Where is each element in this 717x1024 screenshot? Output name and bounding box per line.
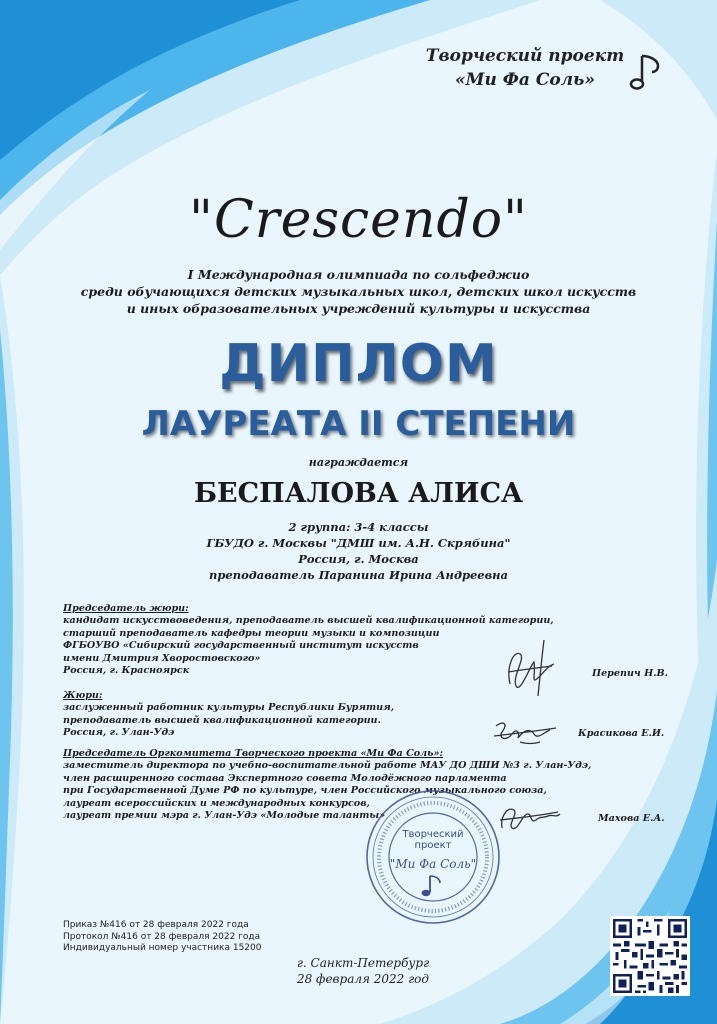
qr-code[interactable] (610, 916, 690, 996)
awarded-label: награждается (308, 456, 409, 469)
chairman-line: кандидат искусствоведения, преподаватель высшей квалификационной категории, (63, 615, 554, 627)
chairman-line: имени Дмитрия Хворостовского» (63, 652, 261, 664)
protocol-line: Протокол №416 от 28 февраля 2022 года (63, 931, 261, 942)
orgcommittee-signature (494, 800, 564, 836)
order-info (63, 920, 261, 955)
date: 28 февраля 2022 год (296, 972, 430, 986)
jury-line: Россия, г. Улан-Удэ (63, 727, 175, 739)
olympiad-subtitle (0, 266, 717, 317)
order-line: Приказ №416 от 28 февраля 2022 года (63, 920, 249, 930)
stamp-line1: Творческий (402, 829, 464, 840)
details-teacher: преподаватель Паранина Ирина Андреевна (209, 568, 508, 582)
details-group: 2 группа: 3-4 классы (288, 520, 429, 534)
chairman-line: ФГБОУВО «Сибирский государственный институт искусств (63, 640, 419, 652)
recipient-name: БЕСПАЛОВА АЛИСА (193, 478, 524, 509)
jury-block (63, 690, 394, 740)
diploma-heading: ДИПЛОМ (219, 334, 498, 394)
stamp-line3: "Ми Фа Соль" (389, 857, 477, 871)
stamp-note-icon (422, 876, 441, 896)
chairman-line: старший преподаватель кафедры теории музыки и композиции (63, 627, 440, 639)
stamp-line2: проект (414, 840, 452, 851)
laureate-degree: ЛАУРЕАТА II СТЕПЕНИ (141, 404, 576, 444)
orgcommittee-line: член расширенного состава Экспертного совета Молодёжного парламента (63, 772, 507, 784)
orgcommittee-heading: Председатель Оргкомитета Творческого проекта «Ми Фа Соль»: (63, 748, 444, 759)
subtitle-line: и иных образовательных учреждений культуры и искусства (126, 301, 591, 316)
jury-signature (490, 712, 560, 752)
orgcommittee-line: заместитель директора по учебно-воспитательной работе МАУ ДО ДШИ №3 г. Улан-Удэ, (63, 760, 592, 772)
recipient-details (0, 519, 717, 583)
chairman-heading: Председатель жюри: (63, 603, 189, 614)
project-title (400, 44, 650, 92)
details-school: ГБУДО г. Москвы "ДМШ им. А.Н. Скрябина" (206, 536, 511, 550)
place-and-date (288, 955, 438, 987)
chairman-signer: Перепич Н.В. (592, 668, 668, 679)
jury-signer: Красикова Е.И. (578, 728, 665, 739)
chairman-block (63, 603, 554, 677)
orgcommittee-line: лауреат премии мэра г. Улан-Удэ «Молодые таланты» (63, 810, 386, 822)
participant-number: Индивидуальный номер участника 15200 (63, 943, 262, 953)
orgcommittee-line: лауреат всероссийских и международных конкурсов, (63, 797, 370, 809)
jury-line: заслуженный работник культуры Республики Бурятия, (63, 702, 395, 714)
jury-heading: Жюри: (63, 690, 103, 701)
orgcommittee-signer: Махова Е.А. (598, 813, 665, 824)
subtitle-line: I Международная олимпиада по сольфеджио (187, 267, 530, 282)
chairman-signature (500, 636, 560, 700)
project-title-line2: «Ми Фа Соль» (455, 70, 595, 90)
music-note-icon (628, 52, 662, 92)
round-stamp (364, 788, 502, 926)
subtitle-line: среди обучающихся детских музыкальных школ, детских школ искусств (80, 284, 637, 299)
orgcommittee-line: при Государственной Думе РФ по культуре, член Российского музыкального союза, (63, 785, 547, 797)
jury-line: преподаватель высшей квалификационной категории. (63, 714, 381, 726)
chairman-line: Россия, г. Красноярск (63, 665, 190, 677)
details-location: Россия, г. Москва (298, 552, 419, 566)
city: г. Санкт-Петербург (296, 956, 430, 970)
project-title-line1: Творческий проект (425, 46, 625, 66)
olympiad-name: "Crescendo" (189, 190, 528, 250)
